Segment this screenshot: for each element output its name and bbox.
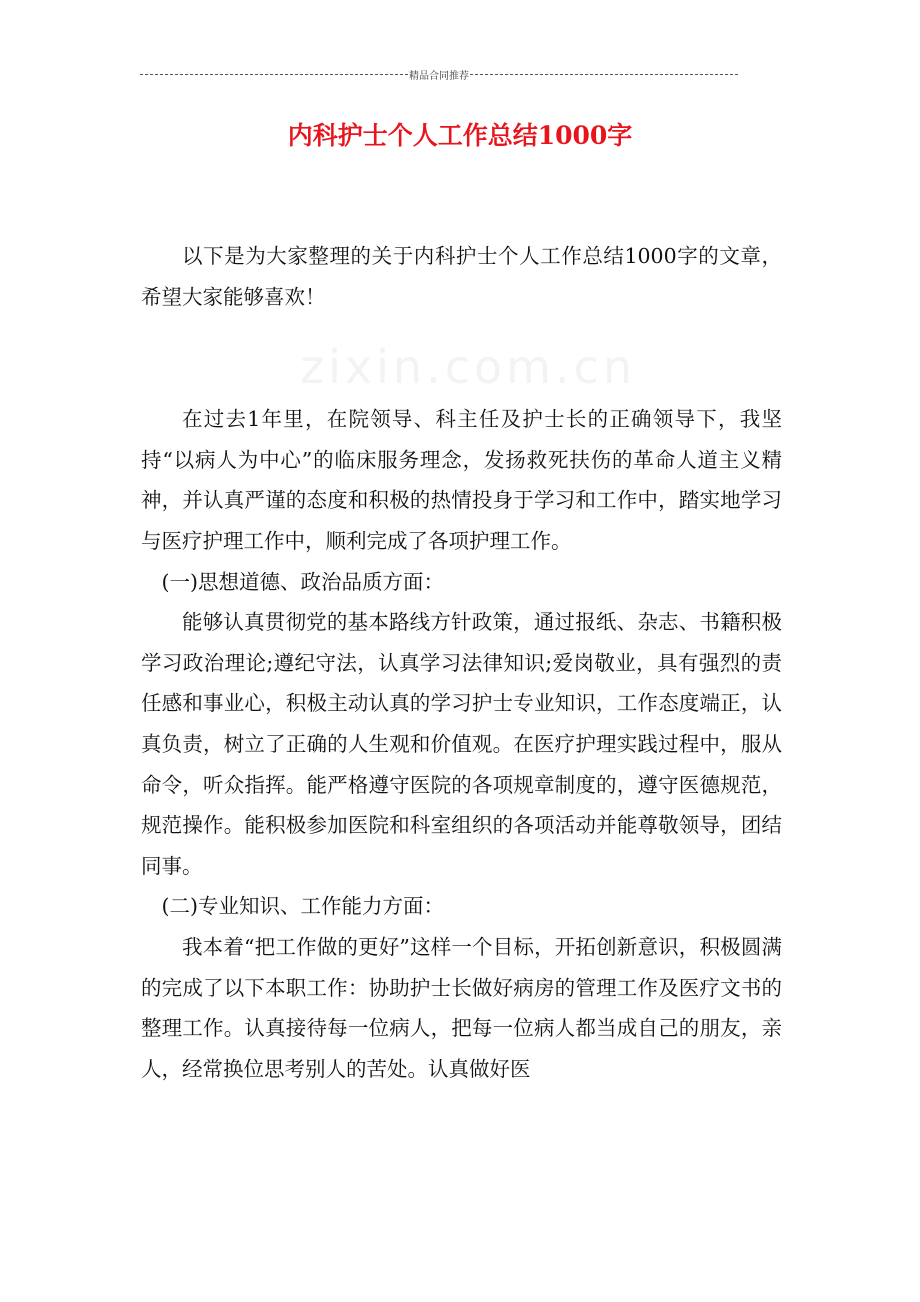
paragraph-overview: 在过去1年里，在院领导、科主任及护士长的正确领导下，我坚持“以病人为中心”的临床服务理念，发扬救死扶伤的革命人道主义精神，并认真严谨的态度和积极的热情投身于学习和工作中，踏实地学习与医疗护理工作中，顺利完成了各项护理工作。 (141, 407, 782, 553)
watermark: zixin.com.cn (300, 340, 637, 394)
header-dash-left (140, 74, 408, 75)
paragraph-section-1: 能够认真贯彻党的基本路线方针政策，通过报纸、杂志、书籍积极学习政治理论;遵纪守法，认真学习法律知识;爱岗敬业，具有强烈的责任感和事业心，积极主动认真的学习护士专业知识，工作态度端正，认真负责，树立了正确的人生观和价值观。在医疗护理实践过程中，服从命令，听众指挥。能严格遵守医院的各项规章制度的，遵守医德规范，规范操作。能积极参加医院和科室组织的各项活动并能尊敬领导，团结同事。 (141, 610, 782, 878)
document-body (141, 236, 782, 1089)
header-label: 精品合同推荐 (409, 70, 469, 82)
header-dash-right (470, 74, 738, 75)
page-header (140, 66, 738, 82)
paragraph-intro: 以下是为大家整理的关于内科护士个人工作总结1000字的文章，希望大家能够喜欢！ (141, 244, 782, 309)
section-heading-2: (二)专业知识、工作能力方面： (161, 894, 444, 919)
paragraph-section-2: 我本着“把工作做的更好”这样一个目标，开拓创新意识，积极圆满的完成了以下本职工作：协助护士长做好病房的管理工作及医疗文书的整理工作。认真接待每一位病人，把每一位病人都当成自己的朋友，亲人，经常换位思考别人的苦处。认真做好医 (141, 934, 782, 1081)
document-title: 内科护士个人工作总结1000字 (287, 121, 633, 150)
section-heading-1: (一)思想道德、政治品质方面： (161, 569, 444, 594)
